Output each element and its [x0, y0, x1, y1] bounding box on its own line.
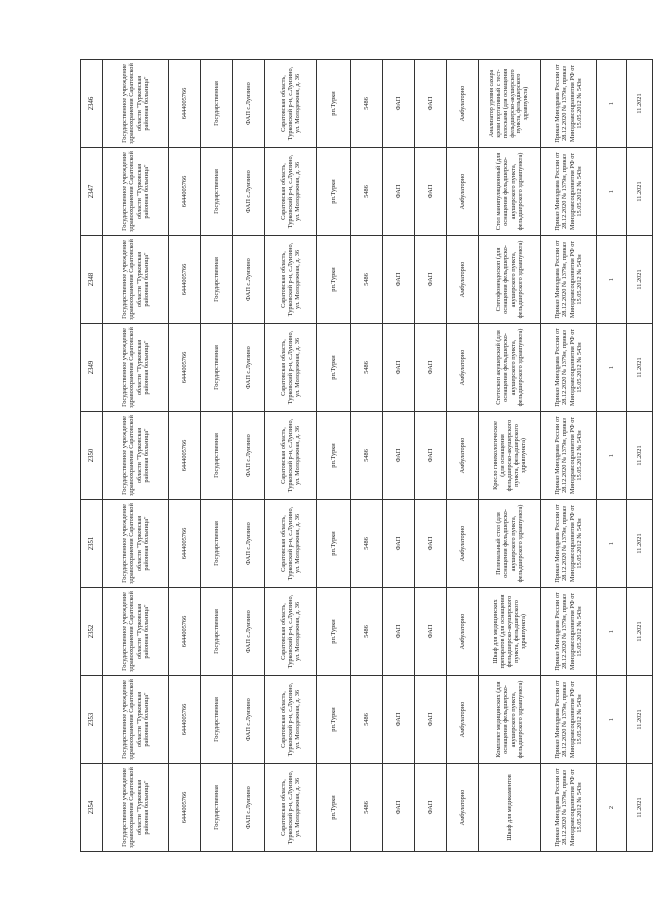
- cell-settlement: рп.Турки: [317, 324, 351, 412]
- cell-equipment: Комплект медицинских (для оснащения фельдшерско-акушерского пункта, фельдшерского здравпункта): [479, 676, 541, 764]
- cell-type2: ФАП: [415, 148, 447, 236]
- cell-address: Саратовская область, Турковский р-н, с.Луизино, ул. Молодежная, д. 36: [265, 676, 317, 764]
- cell-ownership: Государственная: [201, 148, 233, 236]
- cell-institution: Государственное учреждение здравоохранения Саратовской области "Турковская районная больница": [103, 148, 169, 236]
- cell-ownership: Государственная: [201, 500, 233, 588]
- cell-code: 5486: [351, 60, 383, 148]
- cell-address: Саратовская область, Турковский р-н, с.Луизино, ул. Молодежная, д. 36: [265, 412, 317, 500]
- cell-inn: 6444005766: [169, 236, 201, 324]
- cell-care: Амбулаторно: [447, 324, 479, 412]
- cell-address: Саратовская область, Турковский р-н, с.Луизино, ул. Молодежная, д. 36: [265, 500, 317, 588]
- cell-qty: 1: [597, 60, 627, 148]
- cell-order: Приказ Минздрава России от 28.12.2020 № 1379н, приказ Минздравсоцразвития РФ от 15.05.2012 № 543н: [541, 60, 597, 148]
- cell-institution: Государственное учреждение здравоохранения Саратовской области "Турковская районная больница": [103, 676, 169, 764]
- cell-equipment: Кресло гинекологическое (для оснащения фельдшерско-акушерского пункта, фельдшерского здравпункта): [479, 412, 541, 500]
- cell-qty: 1: [597, 500, 627, 588]
- cell-code: 5486: [351, 236, 383, 324]
- cell-address: Саратовская область, Турковский р-н, с.Луизино, ул. Молодежная, д. 36: [265, 324, 317, 412]
- cell-order: Приказ Минздрава России от 28.12.2020 № 1379н, приказ Минздравсоцразвития РФ от 15.05.2012 № 543н: [541, 412, 597, 500]
- cell-order: Приказ Минздрава России от 28.12.2020 № 1379н, приказ Минздравсоцразвития РФ от 15.05.2012 № 543н: [541, 676, 597, 764]
- cell-id: 2351: [81, 500, 103, 588]
- cell-unit: ФАП с.Луизино: [233, 236, 265, 324]
- equipment-table: [80, 59, 653, 852]
- cell-type2: ФАП: [415, 60, 447, 148]
- cell-care: Амбулаторно: [447, 236, 479, 324]
- cell-inn: 6444005766: [169, 412, 201, 500]
- cell-type1: ФАП: [383, 148, 415, 236]
- cell-institution: Государственное учреждение здравоохранения Саратовской области "Турковская районная больница": [103, 500, 169, 588]
- cell-equipment: Стетофонендоскоп (для оснащения фельдшерско-акушерского пункта, фельдшерского здравпункта): [479, 236, 541, 324]
- cell-code: 5486: [351, 324, 383, 412]
- cell-code: 5486: [351, 588, 383, 676]
- cell-date: 11.2021: [627, 236, 653, 324]
- cell-institution: Государственное учреждение здравоохранения Саратовской области "Турковская районная больница": [103, 412, 169, 500]
- cell-qty: 1: [597, 236, 627, 324]
- cell-ownership: Государственная: [201, 236, 233, 324]
- cell-ownership: Государственная: [201, 324, 233, 412]
- cell-qty: 1: [597, 588, 627, 676]
- cell-code: 5486: [351, 500, 383, 588]
- cell-qty: 1: [597, 148, 627, 236]
- cell-inn: 6444005766: [169, 676, 201, 764]
- cell-institution: Государственное учреждение здравоохранения Саратовской области "Турковская районная больница": [103, 588, 169, 676]
- cell-date: 11.2021: [627, 588, 653, 676]
- cell-order: Приказ Минздрава России от 28.12.2020 № 1379н, приказ Минздравсоцразвития РФ от 15.05.2012 № 543н: [541, 148, 597, 236]
- cell-ownership: Государственная: [201, 676, 233, 764]
- cell-date: 11.2021: [627, 324, 653, 412]
- cell-unit: ФАП с.Луизино: [233, 148, 265, 236]
- cell-unit: ФАП с.Луизино: [233, 764, 265, 852]
- cell-type2: ФАП: [415, 324, 447, 412]
- cell-ownership: Государственная: [201, 764, 233, 852]
- row-inn: [169, 60, 201, 852]
- cell-type2: ФАП: [415, 676, 447, 764]
- cell-care: Амбулаторно: [447, 148, 479, 236]
- cell-inn: 6444005766: [169, 60, 201, 148]
- cell-type2: ФАП: [415, 412, 447, 500]
- cell-qty: 1: [597, 676, 627, 764]
- cell-code: 5486: [351, 412, 383, 500]
- cell-unit: ФАП с.Луизино: [233, 588, 265, 676]
- cell-address: Саратовская область, Турковский р-н, с.Луизино, ул. Молодежная, д. 36: [265, 764, 317, 852]
- cell-inn: 6444005766: [169, 148, 201, 236]
- cell-care: Амбулаторно: [447, 60, 479, 148]
- row-id: [81, 60, 103, 852]
- cell-settlement: рп.Турки: [317, 60, 351, 148]
- cell-date: 11.2021: [627, 764, 653, 852]
- cell-inn: 6444005766: [169, 500, 201, 588]
- cell-type1: ФАП: [383, 412, 415, 500]
- cell-type2: ФАП: [415, 588, 447, 676]
- rotated-table-wrapper: [80, 60, 652, 852]
- cell-id: 2353: [81, 676, 103, 764]
- cell-ownership: Государственная: [201, 60, 233, 148]
- cell-ownership: Государственная: [201, 588, 233, 676]
- cell-type1: ФАП: [383, 60, 415, 148]
- cell-code: 5486: [351, 676, 383, 764]
- cell-settlement: рп.Турки: [317, 764, 351, 852]
- cell-type2: ФАП: [415, 764, 447, 852]
- row-unit: [233, 60, 265, 852]
- cell-settlement: рп.Турки: [317, 500, 351, 588]
- cell-ownership: Государственная: [201, 412, 233, 500]
- row-code: [351, 60, 383, 852]
- row-address: [265, 60, 317, 852]
- cell-care: Амбулаторно: [447, 588, 479, 676]
- cell-equipment: Шкаф для медицинских препаратов (для оснащения фельдшерско-акушерского пункта, фельдшерского здравпункта): [479, 588, 541, 676]
- cell-settlement: рп.Турки: [317, 412, 351, 500]
- cell-equipment: Стол манипуляционный (для оснащения фельдшерско-акушерского пункта, фельдшерского здравпункта): [479, 148, 541, 236]
- cell-settlement: рп.Турки: [317, 148, 351, 236]
- row-equipment: [479, 60, 541, 852]
- cell-address: Саратовская область, Турковский р-н, с.Луизино, ул. Молодежная, д. 36: [265, 236, 317, 324]
- cell-unit: ФАП с.Луизино: [233, 500, 265, 588]
- cell-unit: ФАП с.Луизино: [233, 324, 265, 412]
- cell-code: 5486: [351, 148, 383, 236]
- cell-equipment: Стетоскоп акушерский (для оснащения фельдшерско-акушерского пункта, фельдшерского здравпункта): [479, 324, 541, 412]
- cell-unit: ФАП с.Луизино: [233, 412, 265, 500]
- cell-unit: ФАП с.Луизино: [233, 60, 265, 148]
- cell-address: Саратовская область, Турковский р-н, с.Луизино, ул. Молодежная, д. 36: [265, 60, 317, 148]
- cell-care: Амбулаторно: [447, 764, 479, 852]
- row-qty: [597, 60, 627, 852]
- cell-qty: 1: [597, 412, 627, 500]
- row-institution: [103, 60, 169, 852]
- cell-type2: ФАП: [415, 500, 447, 588]
- row-care: [447, 60, 479, 852]
- cell-order: Приказ Минздрава России от 28.12.2020 № 1379н, приказ Минздравсоцразвития РФ от 15.05.2012 № 543н: [541, 764, 597, 852]
- cell-inn: 6444005766: [169, 764, 201, 852]
- cell-unit: ФАП с.Луизино: [233, 676, 265, 764]
- cell-date: 11.2021: [627, 60, 653, 148]
- cell-type1: ФАП: [383, 324, 415, 412]
- row-type1: [383, 60, 415, 852]
- cell-code: 5486: [351, 764, 383, 852]
- row-type2: [415, 60, 447, 852]
- cell-institution: Государственное учреждение здравоохранения Саратовской области "Турковская районная больница": [103, 324, 169, 412]
- cell-id: 2354: [81, 764, 103, 852]
- cell-date: 11.2021: [627, 148, 653, 236]
- cell-institution: Государственное учреждение здравоохранения Саратовской области "Турковская районная больница": [103, 764, 169, 852]
- row-date: [627, 60, 653, 852]
- cell-settlement: рп.Турки: [317, 676, 351, 764]
- cell-order: Приказ Минздрава России от 28.12.2020 № 1379н, приказ Минздравсоцразвития РФ от 15.05.2012 № 543н: [541, 324, 597, 412]
- cell-type2: ФАП: [415, 236, 447, 324]
- row-order: [541, 60, 597, 852]
- cell-order: Приказ Минздрава России от 28.12.2020 № 1379н, приказ Минздравсоцразвития РФ от 15.05.2012 № 543н: [541, 500, 597, 588]
- cell-type1: ФАП: [383, 236, 415, 324]
- cell-settlement: рп.Турки: [317, 236, 351, 324]
- cell-date: 11.2021: [627, 676, 653, 764]
- cell-inn: 6444005766: [169, 588, 201, 676]
- cell-id: 2352: [81, 588, 103, 676]
- cell-inn: 6444005766: [169, 324, 201, 412]
- cell-type1: ФАП: [383, 588, 415, 676]
- cell-date: 11.2021: [627, 412, 653, 500]
- cell-equipment: Шкаф для медикаментов: [479, 764, 541, 852]
- cell-address: Саратовская область, Турковский р-н, с.Луизино, ул. Молодежная, д. 36: [265, 148, 317, 236]
- cell-type1: ФАП: [383, 764, 415, 852]
- cell-type1: ФАП: [383, 500, 415, 588]
- cell-order: Приказ Минздрава России от 28.12.2020 № 1379н, приказ Минздравсоцразвития РФ от 15.05.2012 № 543н: [541, 236, 597, 324]
- cell-qty: 2: [597, 764, 627, 852]
- cell-type1: ФАП: [383, 676, 415, 764]
- cell-equipment: Пеленальный стол (для оснащения фельдшерско-акушерского пункта, фельдшерского здравпункта): [479, 500, 541, 588]
- cell-qty: 1: [597, 324, 627, 412]
- cell-care: Амбулаторно: [447, 500, 479, 588]
- row-settlement: [317, 60, 351, 852]
- cell-date: 11.2021: [627, 500, 653, 588]
- cell-id: 2346: [81, 60, 103, 148]
- cell-address: Саратовская область, Турковский р-н, с.Луизино, ул. Молодежная, д. 36: [265, 588, 317, 676]
- cell-id: 2349: [81, 324, 103, 412]
- cell-id: 2347: [81, 148, 103, 236]
- row-ownership: [201, 60, 233, 852]
- cell-order: Приказ Минздрава России от 28.12.2020 № 1379н, приказ Минздравсоцразвития РФ от 15.05.2012 № 543н: [541, 588, 597, 676]
- cell-settlement: рп.Турки: [317, 588, 351, 676]
- cell-equipment: Анализатор уровня сахара крови портативный с тест-полосками (для оснащения фельдшерско-акушерского пункта, фельдшерского здравпункта): [479, 60, 541, 148]
- cell-care: Амбулаторно: [447, 676, 479, 764]
- cell-institution: Государственное учреждение здравоохранения Саратовской области "Турковская районная больница": [103, 60, 169, 148]
- cell-institution: Государственное учреждение здравоохранения Саратовской области "Турковская районная больница": [103, 236, 169, 324]
- cell-id: 2350: [81, 412, 103, 500]
- cell-id: 2348: [81, 236, 103, 324]
- cell-care: Амбулаторно: [447, 412, 479, 500]
